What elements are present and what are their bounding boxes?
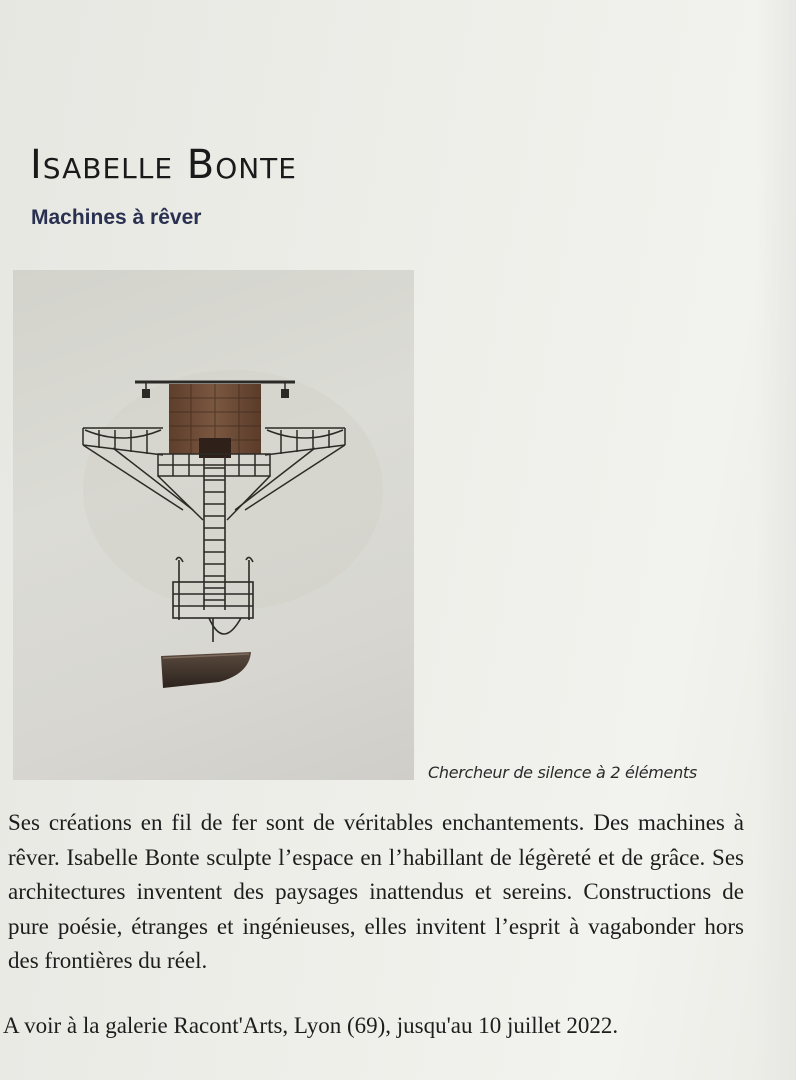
article-body: Ses créations en fil de fer sont de véritables enchantements. Des machines à rêver. Isabelle Bonte sculpte l’espace en l’habillant de légèreté et de grâce. Ses architectures inventent des paysages inattendus et sereins. Constructions de pure poésie, étranges et ingénieuses, elles invitent l’esprit à vagabonder hors des frontières du réel.: [8, 810, 744, 973]
wire-sculpture-icon: [13, 270, 414, 780]
article-subtitle: Machines à rêver: [31, 206, 202, 229]
page-edge-shadow: [756, 0, 796, 1080]
exhibition-info: A voir à la galerie Racont'Arts, Lyon (69), jusqu'au 10 juillet 2022.: [3, 1013, 619, 1038]
photo-caption: Chercheur de silence à 2 éléments: [428, 763, 697, 782]
artist-name-heading: Isabelle Bonte: [30, 142, 297, 188]
artwork-photo: [13, 270, 414, 780]
